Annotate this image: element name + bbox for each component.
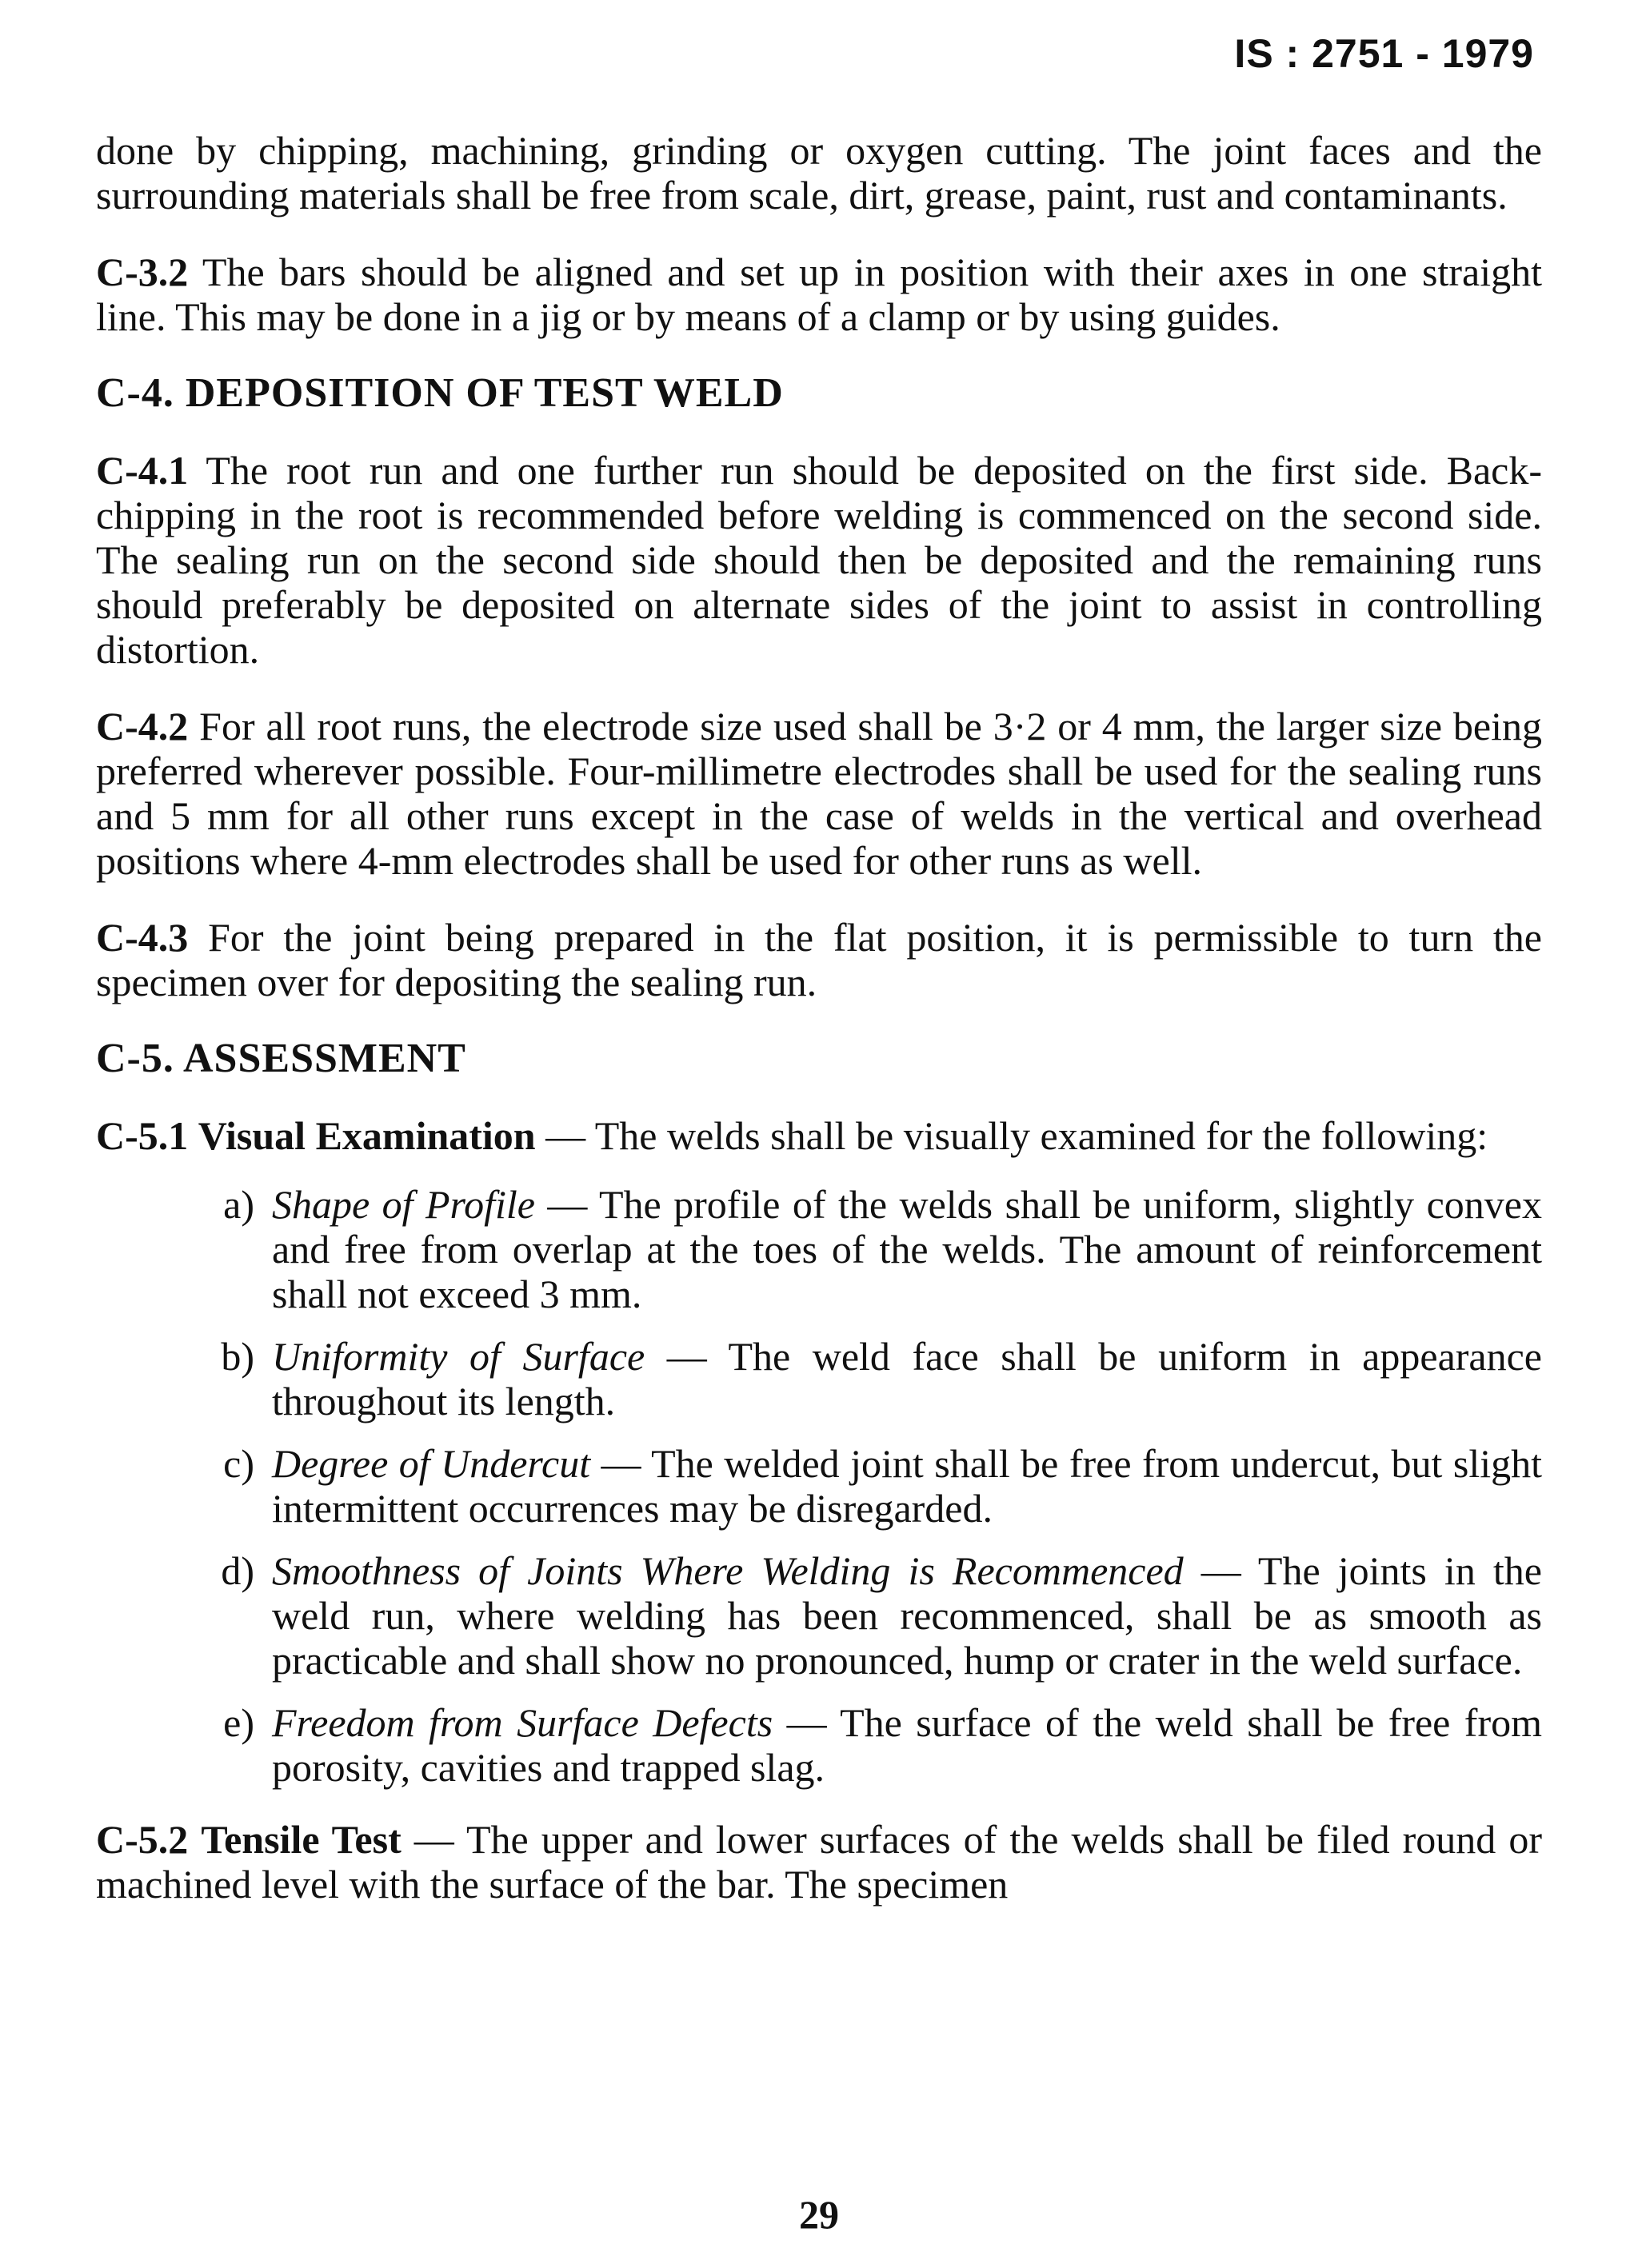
list-item — [96, 1548, 1542, 1683]
list-item-letter: e) — [223, 1700, 254, 1745]
list-item-title: Smoothness of Joints Where Welding is Recommenced — [272, 1548, 1184, 1593]
list-item-body — [272, 1334, 1542, 1423]
visual-examination-list — [96, 1182, 1542, 1790]
list-item-body — [272, 1700, 1542, 1790]
clause-number: C-5.2 — [96, 1817, 189, 1862]
clause-text: The bars should be aligned and set up in position with their axes in one straight line. This may be done in a jig or by means of a clamp or by using guides. — [96, 250, 1542, 339]
clause-number: C-4.1 — [96, 448, 189, 493]
list-item-text: — The weld face shall be uniform in appearance throughout its length. — [272, 1334, 1542, 1423]
list-item-body — [272, 1441, 1542, 1531]
list-item-text: — The surface of the weld shall be free from porosity, cavities and trapped slag. — [272, 1700, 1542, 1790]
intro-paragraph: done by chipping, machining, grinding or oxygen cutting. The joint faces and the surrounding materials shall be free from scale, dirt, grease, paint, rust and contaminants. — [96, 128, 1542, 218]
clause-text: — The upper and lower surfaces of the welds shall be filed round or machined level with the surface of the bar. The specimen — [96, 1817, 1542, 1907]
clause-text: For the joint being prepared in the flat position, it is permissible to turn the specimen over for depositing the sealing run. — [96, 915, 1542, 1004]
list-item — [96, 1700, 1542, 1790]
list-item-letter: c) — [223, 1441, 254, 1486]
clause-c-4-3 — [96, 915, 1542, 1004]
list-item-title: Degree of Undercut — [272, 1441, 591, 1486]
list-item-title: Uniformity of Surface — [272, 1334, 645, 1379]
list-item-body — [272, 1182, 1542, 1316]
section-heading-c-5: C-5. ASSESSMENT — [96, 1036, 466, 1081]
list-item — [96, 1182, 1542, 1316]
standard-code-header: IS : 2751 - 1979 — [1234, 31, 1534, 76]
clause-title: Visual Examination — [198, 1113, 536, 1158]
clause-c-4-2 — [96, 704, 1542, 883]
section-heading-c-4: C-4. DEPOSITION OF TEST WELD — [96, 370, 784, 416]
list-item-letter: d) — [221, 1548, 254, 1593]
list-item-text: — The joints in the weld run, where welding has been recommenced, shall be as smooth as practicable and shall show no pronounced, hump or crater in the weld surface. — [272, 1548, 1542, 1683]
clause-text: — The welds shall be visually examined for the following: — [535, 1113, 1488, 1158]
page-number: 29 — [799, 2192, 839, 2237]
list-item-text: — The profile of the welds shall be uniform, slightly convex and free from overlap at the toes of the welds. The amount of reinforcement shall not exceed 3 mm. — [272, 1182, 1542, 1316]
clause-c-4-1 — [96, 448, 1542, 672]
clause-title: Tensile Test — [201, 1817, 402, 1862]
clause-number: C-5.1 — [96, 1113, 189, 1158]
clause-c-3-2 — [96, 250, 1542, 339]
clause-text: For all root runs, the electrode size used shall be 3·2 or 4 mm, the larger size being preferred wherever possible. Four-millimetre electrodes shall be used for the sealing runs and 5 mm for all other runs except in the case of welds in the vertical and overhead positions where 4-mm electrodes shall be used for other runs as well. — [96, 704, 1542, 883]
clause-text: The root run and one further run should be deposited on the first side. Back-chipping in the root is recommended before welding is commenced on the second side. The sealing run on the second side should then be deposited and the remaining runs should preferably be deposited on alternate sides of the joint to assist in controlling distortion. — [96, 448, 1542, 672]
clause-c-5-1 — [96, 1113, 1542, 1158]
list-item-title: Shape of Profile — [272, 1182, 535, 1227]
clause-number: C-4.2 — [96, 704, 189, 749]
list-item — [96, 1441, 1542, 1531]
clause-number: C-4.3 — [96, 915, 189, 960]
page-body — [96, 128, 1542, 1939]
clause-number: C-3.2 — [96, 250, 189, 294]
list-item-text: — The welded joint shall be free from undercut, but slight intermittent occurrences may be disregarded. — [272, 1441, 1542, 1531]
list-item — [96, 1334, 1542, 1423]
clause-c-5-2 — [96, 1817, 1542, 1907]
list-item-letter: b) — [221, 1334, 254, 1379]
list-item-letter: a) — [223, 1182, 254, 1227]
list-item-body — [272, 1548, 1542, 1683]
list-item-title: Freedom from Surface Defects — [272, 1700, 773, 1745]
